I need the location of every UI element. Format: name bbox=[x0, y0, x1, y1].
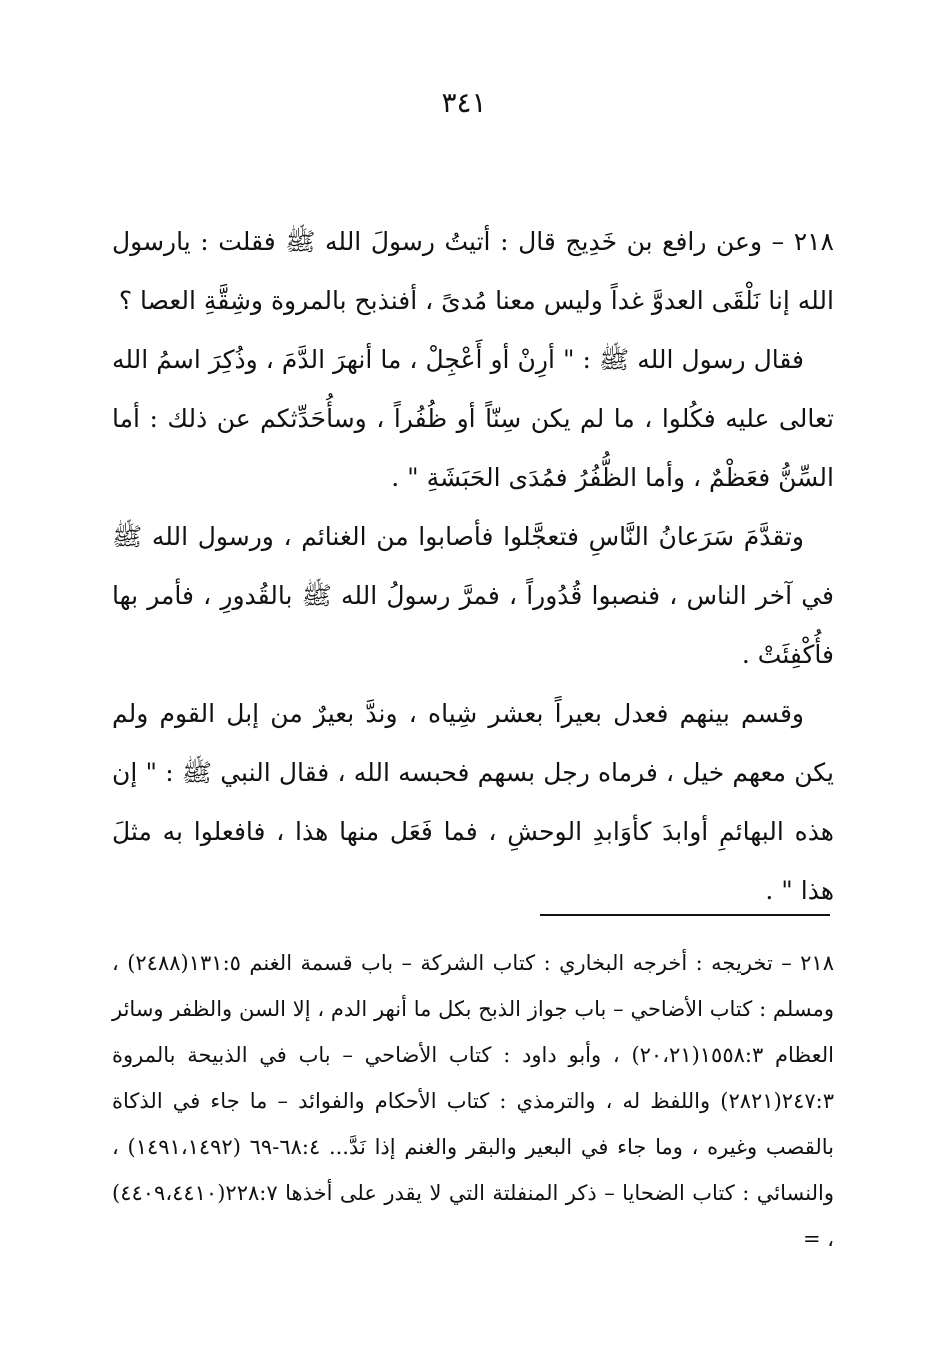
page-number: ٣٤١ bbox=[441, 86, 487, 119]
hadith-body bbox=[112, 212, 834, 920]
footnote-text: ٢١٨ – تخريجه : أخرجه البخاري : كتاب الشركة – باب قسمة الغنم ١٣١:٥(٢٤٨٨) ، ومسلم : كتاب الأضاحي – باب جواز الذبح بكل ما أنهر الدم ، إلا السن والظفر وسائر العظام ١٥٥٨:٣(٢٠،٢١) ، وأبو داود : كتاب الأضاحي – باب في الذبيحة بالمروة ٢٤٧:٣(٢٨٢١) واللفظ له ، والترمذي : كتاب الأحكام والفوائد – ما جاء في الذكاة بالقصب وغيره ، وما جاء في البعير والبقر والغنم إذا نَدَّ... ٦٨:٤-٦٩ (١٤٩١،١٤٩٢) ، والنسائي : كتاب الضحايا – ذكر المنفلتة التي لا يقدر على أخذها ٢٢٨:٧(٤٤٠٩،٤٤١٠) ، = bbox=[112, 951, 835, 1251]
hadith-paragraph: فقال رسول الله ﷺ : " أرِنْ أو أَعْجِلْ ، ما أنهرَ الدَّمَ ، وذُكِرَ اسمُ الله تعالى عليه فكُلوا ، ما لم يكن سِنّاً أو ظُفُراً ، وسأُحَدِّثكم عن ذلك : أما السِّنُّ فعَظْمٌ ، وأما الظُّفُرُ فمُدَى الحَبَشَةِ " . bbox=[112, 345, 834, 492]
hadith-paragraph: وتقدَّمَ سَرَعانُ النَّاسِ فتعجَّلوا فأصابوا من الغنائم ، ورسول الله ﷺ في آخر الناس ، فنصبوا قُدُوراً ، فمرَّ رسولُ الله ﷺ بالقُدورِ ، فأمر بها فأُكْفِئَتْ . bbox=[112, 522, 834, 669]
footnote bbox=[112, 940, 834, 1262]
footnote-divider bbox=[540, 914, 830, 916]
hadith-paragraph: وقسم بينهم فعدل بعيراً بعشر شِياه ، وندَّ بعيرٌ من إبل القوم ولم يكن معهم خيل ، فرماه رجل بسهم فحبسه الله ، فقال النبي ﷺ : " إن هذه البهائمِ أوابدَ كأوَابدِ الوحشِ ، فما فَعَل منها هذا ، فافعلوا به مثلَ هذا " . bbox=[112, 699, 834, 905]
hadith-paragraph: ٢١٨ – وعن رافع بن خَدِيج قال : أتيتُ رسولَ الله ﷺ فقلت : يارسول الله إنا نَلْقَى العدوَّ غداً وليس معنا مُدىً ، أفنذبح بالمروة وشِقَّةِ العصا ؟ bbox=[112, 227, 834, 315]
